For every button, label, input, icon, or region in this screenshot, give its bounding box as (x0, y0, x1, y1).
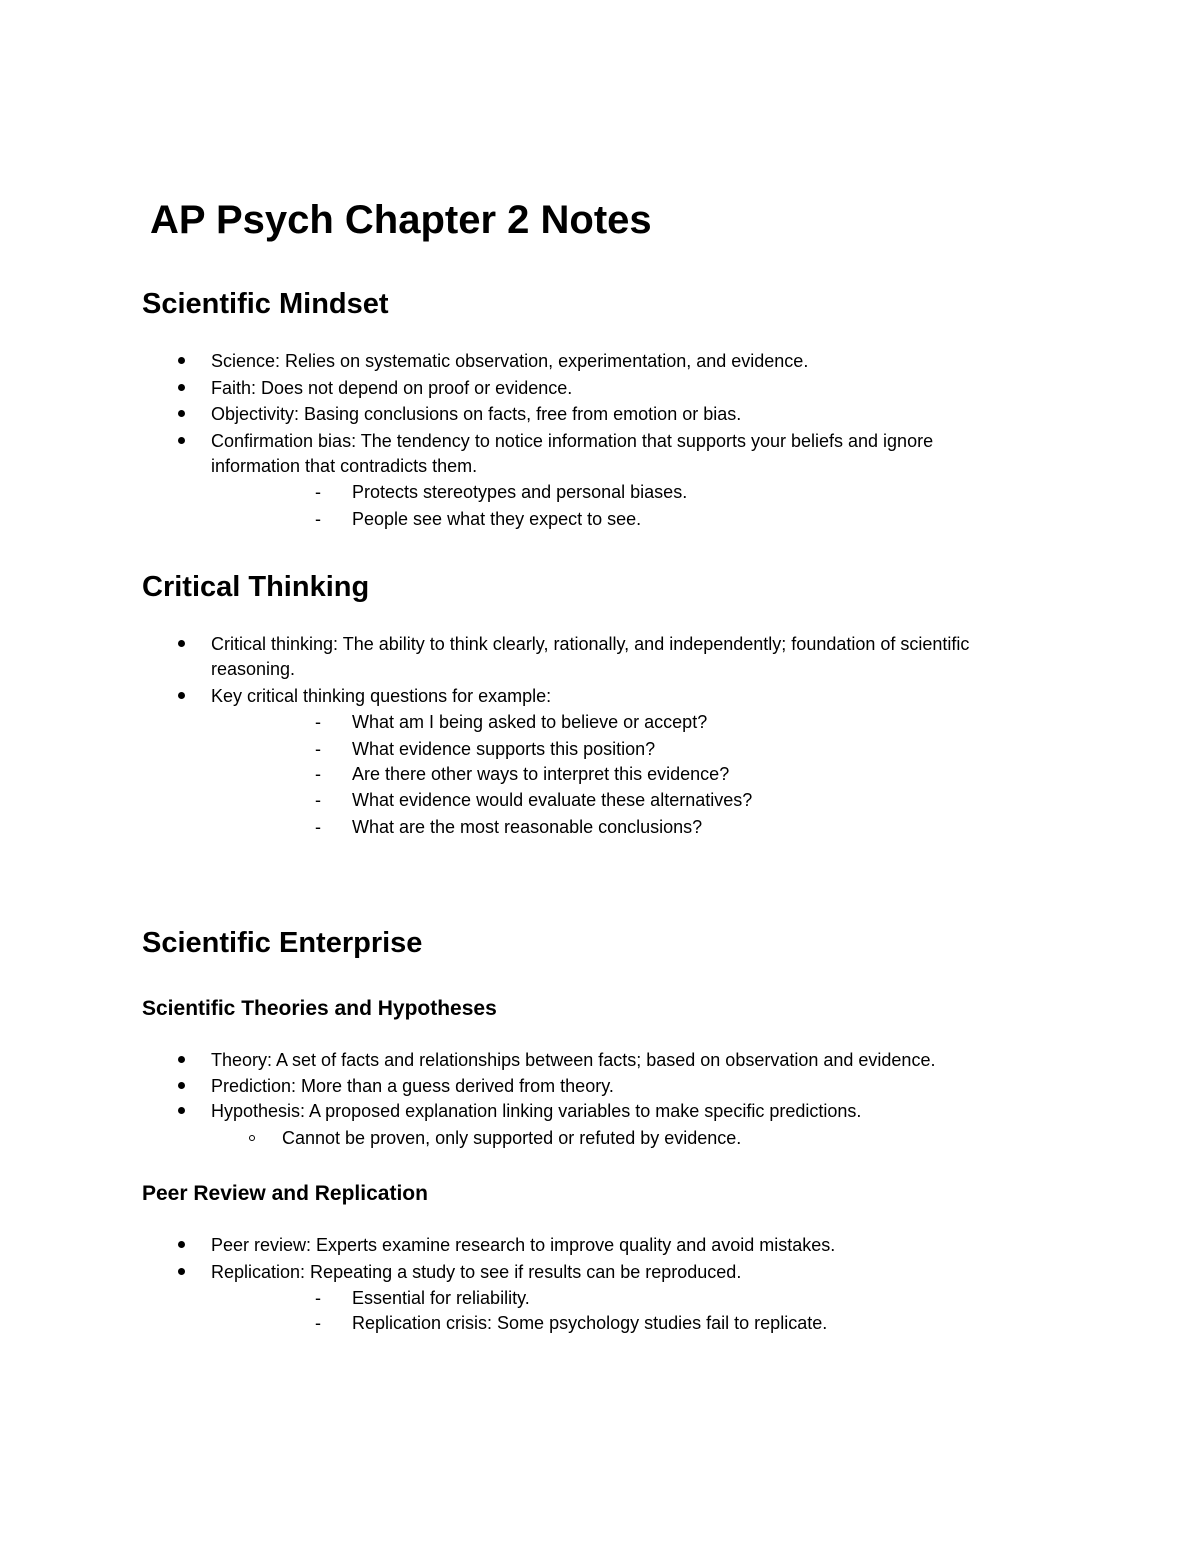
bullet-icon (178, 1241, 185, 1248)
list-item-continuation: information that contradicts them. (211, 456, 478, 476)
section-heading-scientific-enterprise: Scientific Enterprise (142, 927, 423, 959)
bullet-icon (178, 1268, 185, 1275)
list-item: Science: Relies on systematic observation, experimentation, and evidence. (211, 351, 809, 371)
list-item: Faith: Does not depend on proof or evidence. (211, 378, 573, 398)
list-item-continuation: reasoning. (211, 659, 296, 679)
list-item: Critical thinking: The ability to think clearly, rationally, and independently; foundation of scientific (211, 634, 970, 654)
list-item: Prediction: More than a guess derived from theory. (211, 1076, 614, 1096)
sub-list-item: What evidence would evaluate these alternatives? (352, 790, 753, 810)
document-title: AP Psych Chapter 2 Notes (150, 198, 652, 242)
bullet-icon (178, 1082, 185, 1089)
sub-list-item: What are the most reasonable conclusions? (352, 817, 703, 837)
list-item: Peer review: Experts examine research to improve quality and avoid mistakes. (211, 1235, 836, 1255)
bullet-icon (178, 640, 185, 647)
sub-list-item: Are there other ways to interpret this evidence? (352, 764, 730, 784)
sub-list-item: Replication crisis: Some psychology studies fail to replicate. (352, 1313, 828, 1333)
sub-list-item: People see what they expect to see. (352, 509, 642, 529)
list-item: Replication: Repeating a study to see if results can be reproduced. (211, 1262, 742, 1282)
sub-list-item: What am I being asked to believe or accept? (352, 712, 708, 732)
sub-list-item: What evidence supports this position? (352, 739, 656, 759)
list-item: Objectivity: Basing conclusions on facts, free from emotion or bias. (211, 404, 742, 424)
dash-marker: - (315, 1313, 321, 1333)
section-heading-critical-thinking: Critical Thinking (142, 571, 370, 603)
bullet-icon (178, 692, 185, 699)
section-heading-scientific-mindset: Scientific Mindset (142, 288, 389, 320)
bullet-icon (178, 1107, 185, 1114)
dash-marker: - (315, 1288, 321, 1308)
sub-list-item: Essential for reliability. (352, 1288, 530, 1308)
list-item: Theory: A set of facts and relationships between facts; based on observation and evidence. (211, 1050, 936, 1070)
bullet-icon (178, 410, 185, 417)
dash-marker: - (315, 790, 321, 810)
list-item: Confirmation bias: The tendency to notice information that supports your beliefs and ignore (211, 431, 934, 451)
dash-marker: - (315, 739, 321, 759)
sub-list-item: Cannot be proven, only supported or refuted by evidence. (282, 1128, 742, 1148)
list-item: Key critical thinking questions for example: (211, 686, 552, 706)
dash-marker: - (315, 817, 321, 837)
subsection-heading-peer-review-replication: Peer Review and Replication (142, 1182, 428, 1205)
bullet-icon (178, 357, 185, 364)
dash-marker: - (315, 764, 321, 784)
sub-list-item: Protects stereotypes and personal biases. (352, 482, 688, 502)
dash-marker: - (315, 482, 321, 502)
hollow-bullet-icon (249, 1135, 255, 1141)
bullet-icon (178, 437, 185, 444)
dash-marker: - (315, 712, 321, 732)
subsection-heading-theories-hypotheses: Scientific Theories and Hypotheses (142, 997, 497, 1020)
dash-marker: - (315, 509, 321, 529)
list-item: Hypothesis: A proposed explanation linking variables to make specific predictions. (211, 1101, 862, 1121)
bullet-icon (178, 384, 185, 391)
bullet-icon (178, 1056, 185, 1063)
